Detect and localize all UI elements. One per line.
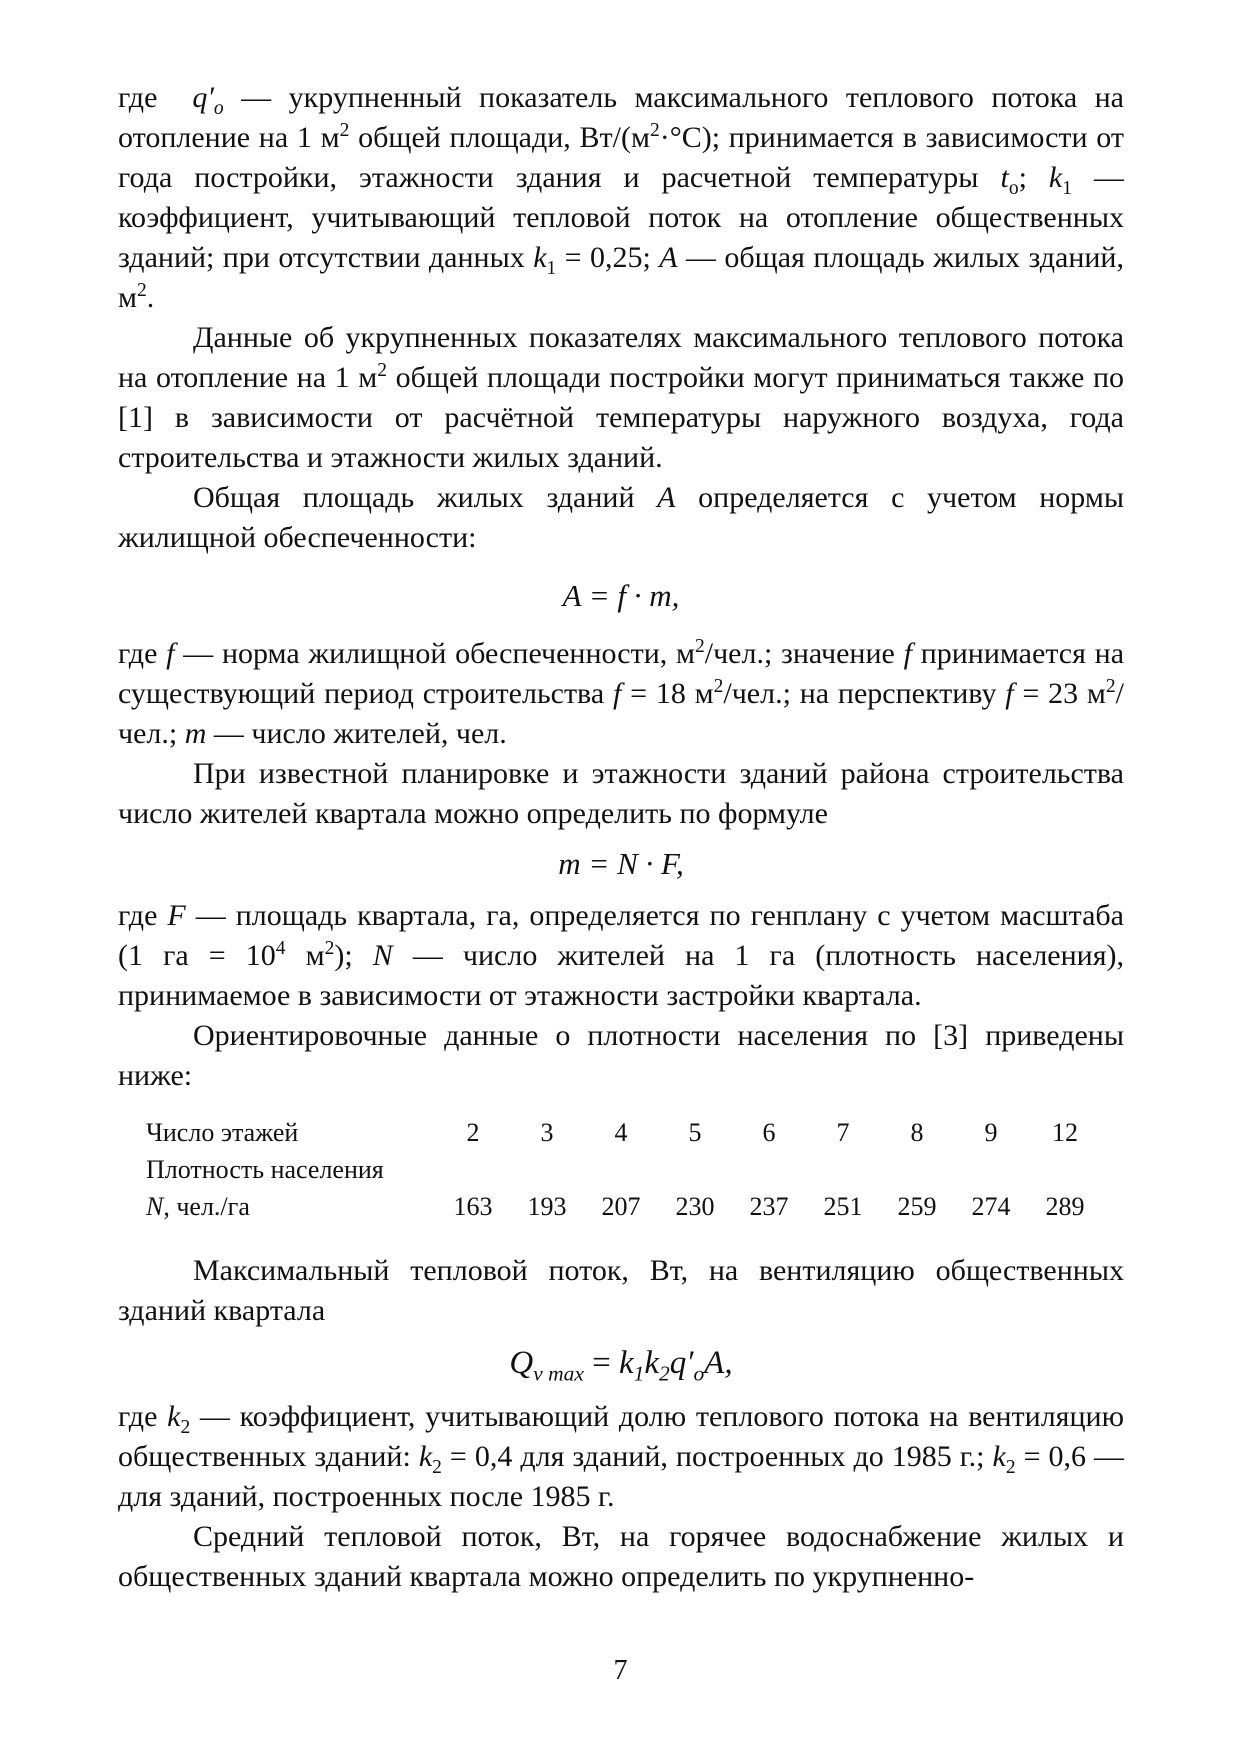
- table-cell: 8: [910, 1117, 924, 1147]
- table-cell: 230: [675, 1191, 715, 1221]
- table-cell: 259: [897, 1191, 937, 1221]
- table-cell: 4: [614, 1117, 628, 1147]
- paragraph-3: Общая площадь жилых зданий A определяется с учетом нормы жилищной обеспеченности:: [118, 481, 1124, 554]
- table-cell: 12: [1052, 1117, 1078, 1147]
- table-cell: 193: [527, 1191, 567, 1221]
- density-unit-label: N, чел./га: [146, 1191, 250, 1221]
- paragraph-6: где F — площадь квартала, га, определяется по генплану с учетом масштаба (1 га = $10^4$ $м^2$); N — число жителей на 1 га (плотность населения), принимаемое в зависимости от этажности застройки квартала.: [118, 899, 1125, 1012]
- table-cell: 9: [984, 1117, 998, 1147]
- floors-label: Число этажей: [146, 1117, 299, 1147]
- page-number: 7: [613, 1655, 628, 1686]
- density-label: Плотность населения: [146, 1154, 384, 1184]
- paragraph-8: Максимальный тепловой поток, Вт, на вентиляцию общественных зданий квартала: [118, 1254, 1124, 1327]
- formula-area: A = f · m,: [562, 578, 680, 613]
- table-cell: 7: [836, 1117, 850, 1147]
- paragraph-10: Средний тепловой поток, Вт, на горячее водоснабжение жилых и общественных зданий квартала можно определить по укрупненно-: [118, 1520, 1124, 1593]
- table-cell: 6: [762, 1117, 776, 1147]
- table-row: [146, 1188, 1102, 1225]
- table-cell: 207: [601, 1191, 641, 1221]
- table-cell: 251: [823, 1191, 863, 1221]
- formula-residents: m = N · F,: [558, 846, 684, 881]
- table-cell: 3: [540, 1117, 554, 1147]
- paragraph-9: где $k_2$ — коэффициент, учитывающий долю теплового потока на вентиляцию общественных зданий: $k_2 = 0,4$ для зданий, построенных до 1985 г.; $k_2 = 0,6$ — для зданий, построенных после 1985 г.: [118, 1400, 1125, 1513]
- table-row: [146, 1114, 1102, 1151]
- density-table: [146, 1114, 1102, 1225]
- paragraph-1: где $q'_о$ — укрупненный показатель максимального теплового потока на отопление на 1 $м^2$ общей площади, $Вт/(м^2\cdot^\circ С)$; принимается в зависимости от года постройки, этажности здания и расчетной температуры $t_о$; $k_1$ — коэффициент, учитывающий тепловой поток на отопление общественных зданий; при отсутствии данных $k_1 = 0,25$; A — общая площадь жилых зданий, $м^2$.: [118, 81, 1124, 314]
- table-cell: 237: [749, 1191, 789, 1221]
- page-body: [118, 78, 1124, 1597]
- formula-ventilation: $Q_{v max} = k_1k_2q'_oA$,: [509, 1345, 733, 1386]
- paragraph-7: Ориентировочные данные о плотности населения по [3] приведены ниже:: [118, 1019, 1124, 1092]
- table-cell: 289: [1045, 1191, 1085, 1221]
- table-cell: 274: [971, 1191, 1011, 1221]
- table-cell: 2: [466, 1117, 480, 1147]
- table-cell: 163: [453, 1191, 493, 1221]
- paragraph-2: Данные об укрупненных показателях максимального теплового потока на отопление на 1 $м^2$ общей площади постройки могут приниматься также по [1] в зависимости от расчётной температуры наружного воздуха, года строительства и этажности жилых зданий.: [118, 321, 1124, 474]
- table-cell: 5: [688, 1117, 702, 1147]
- table-row: [146, 1151, 1102, 1188]
- paragraph-4: где f — норма жилищной обеспеченности, $м^2$/чел.; значение f принимается на существующий период строительства f = 18 $м^2$/чел.; на перспективу f = 23 $м^2$/чел.; m — число жителей, чел.: [118, 636, 1125, 750]
- paragraph-5: При известной планировке и этажности зданий района строительства число жителей квартала можно определить по формуле: [118, 757, 1124, 830]
- q0-symbol: $q'_о$: [192, 81, 224, 119]
